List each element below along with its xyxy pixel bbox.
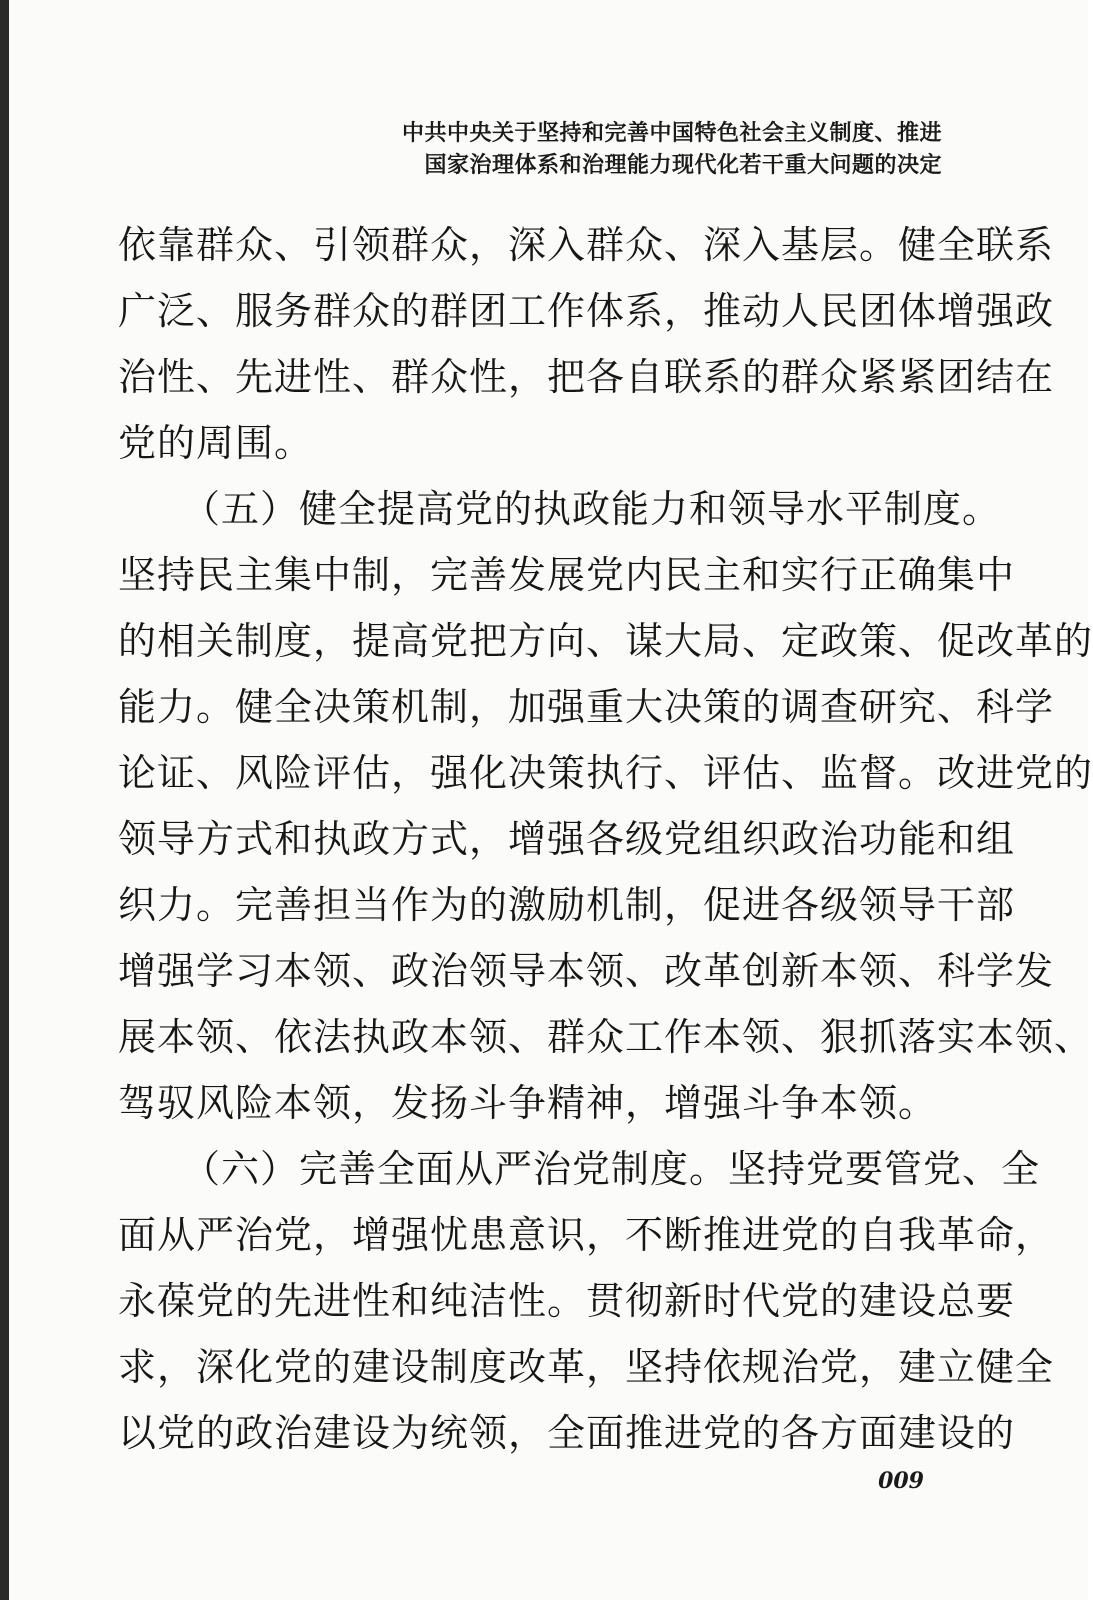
text-line: 驾驭风险本领，发扬斗争精神，增强斗争本领。 xyxy=(118,1081,938,1125)
text-line: 的相关制度，提高党把方向、谋大局、定政策、促改革的 xyxy=(118,619,1093,663)
text-line: 展本领、依法执政本领、群众工作本领、狠抓落实本领、 xyxy=(118,1015,1093,1059)
text-line: 面从严治党，增强忧患意识，不断推进党的自我革命， xyxy=(118,1213,1055,1257)
text-line: 论证、风险评估，强化决策执行、评估、监督。改进党的 xyxy=(118,751,1093,795)
section-heading-6: （六）完善全面从严治党制度。坚持党要管党、全 xyxy=(182,1147,1041,1191)
text-line: 治性、先进性、群众性，把各自联系的群众紧紧团结在 xyxy=(118,355,1055,399)
body-text xyxy=(118,212,1093,1466)
text-line: 织力。完善担当作为的激励机制，促进各级领导干部 xyxy=(118,883,1016,927)
text-line: 能力。健全决策机制，加强重大决策的调查研究、科学 xyxy=(118,685,1055,729)
text-line: 党的周围。 xyxy=(118,421,314,465)
section-heading-5: （五）健全提高党的执政能力和领导水平制度。 xyxy=(182,487,1002,531)
header-line-1: 中共中央关于坚持和完善中国特色社会主义制度、推进 xyxy=(401,121,942,146)
text-line: 坚持民主集中制，完善发展党内民主和实行正确集中 xyxy=(118,553,1016,597)
text-line: 广泛、服务群众的群团工作体系，推动人民团体增强政 xyxy=(118,289,1055,333)
page-number: 009 xyxy=(878,1468,924,1494)
page-binding-edge xyxy=(0,0,9,1600)
header-line-2: 国家治理体系和治理能力现代化若干重大问题的决定 xyxy=(424,153,942,178)
text-line: 依靠群众、引领群众，深入群众、深入基层。健全联系 xyxy=(118,223,1055,267)
text-line: 领导方式和执政方式，增强各级党组织政治功能和组 xyxy=(118,817,1016,861)
text-line: 永葆党的先进性和纯洁性。贯彻新时代党的建设总要 xyxy=(118,1279,1016,1323)
text-line: 增强学习本领、政治领导本领、改革创新本领、科学发 xyxy=(118,949,1055,993)
text-line: 求，深化党的建设制度改革，坚持依规治党，建立健全 xyxy=(118,1345,1055,1389)
running-header xyxy=(402,118,942,182)
text-line: 以党的政治建设为统领，全面推进党的各方面建设的 xyxy=(118,1411,1016,1455)
